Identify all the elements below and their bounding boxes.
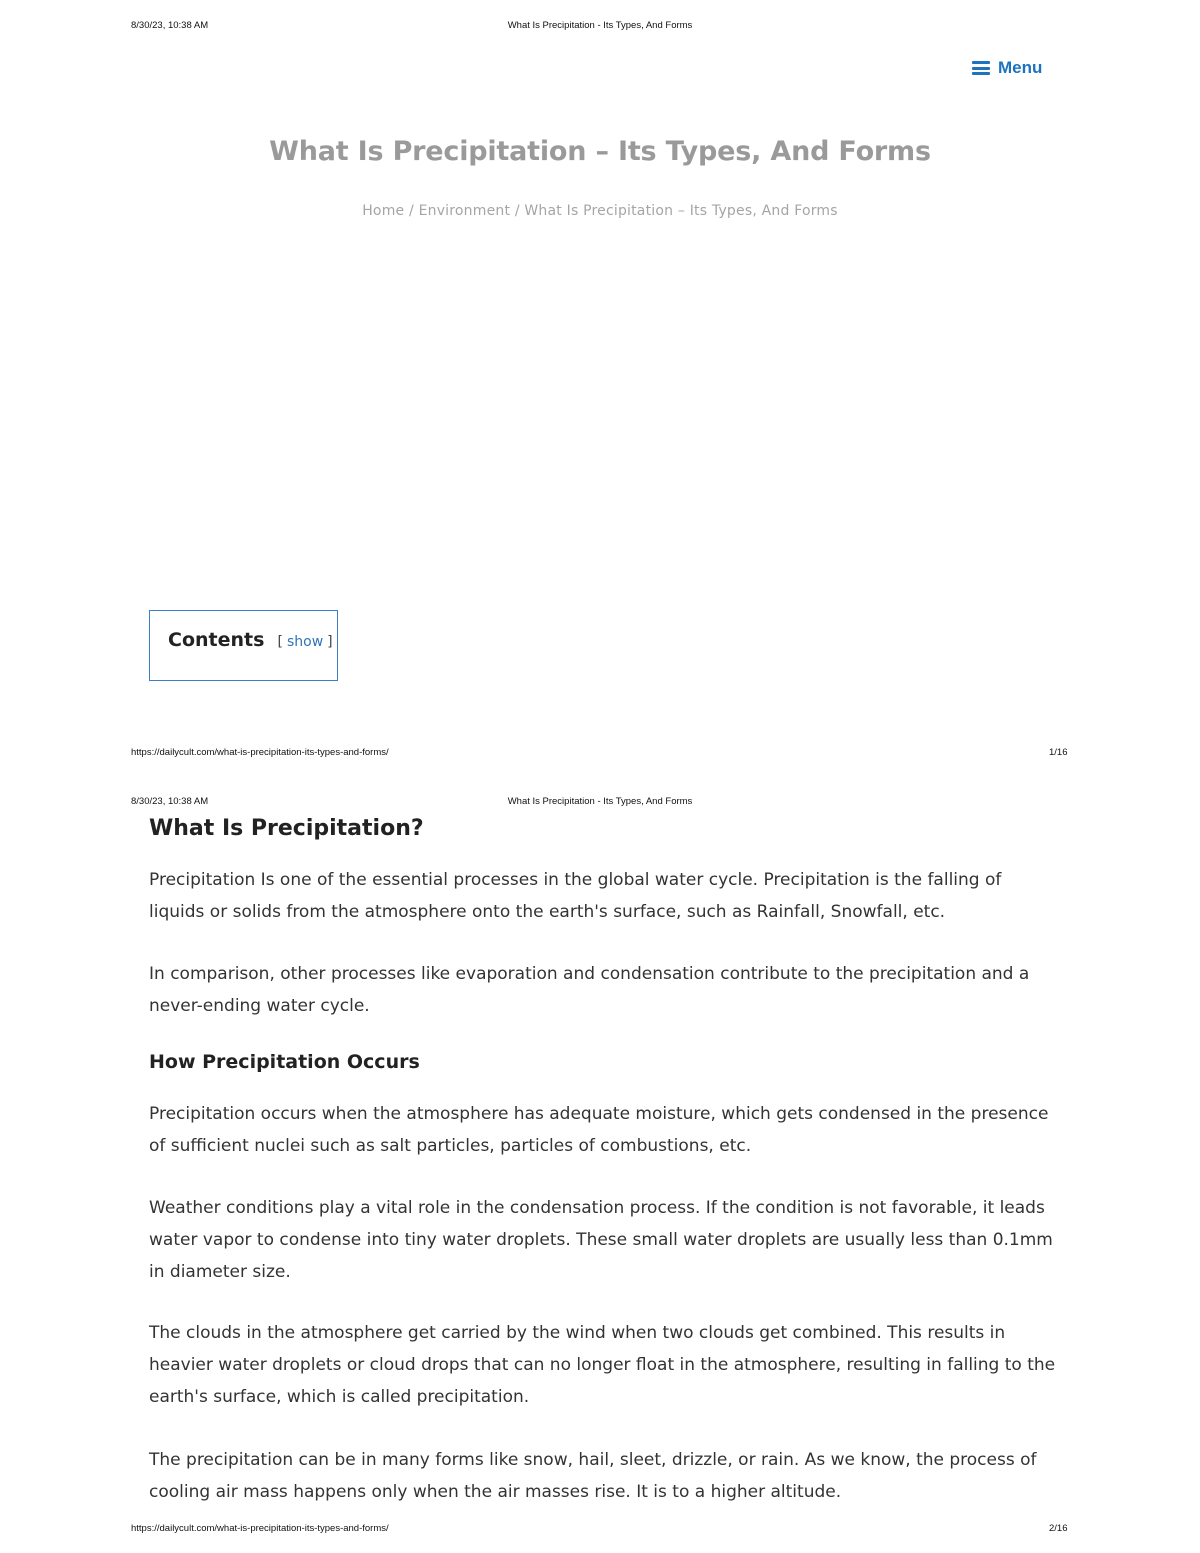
breadcrumb-current: What Is Precipitation – Its Types, And Forms [524, 203, 838, 219]
section-heading-what-is-precipitation: What Is Precipitation? [149, 816, 424, 841]
print-doc-title: What Is Precipitation - Its Types, And Forms [507, 796, 693, 807]
table-of-contents [149, 610, 338, 681]
paragraph: Weather conditions play a vital role in the condensation process. If the condition is not favorable, it leads water vapor to condense into tiny water droplets. These small water droplets are usually less than 0.1mm in diameter size. [149, 1198, 1053, 1282]
toc-bracket-open: [ [277, 634, 283, 650]
menu-button[interactable] [972, 58, 1042, 78]
print-date: 8/30/23, 10:38 AM [131, 20, 209, 31]
breadcrumb-separator: / [404, 203, 419, 219]
paragraph: Precipitation Is one of the essential processes in the global water cycle. Precipitation is the falling of liquids or solids from the atmosphere onto the earth's surface, such as Rainfall, Snowfall, etc. [149, 870, 1002, 922]
page-title: What Is Precipitation – Its Types, And Forms [269, 136, 931, 167]
paragraph: The clouds in the atmosphere get carried by the wind when two clouds get combined. This results in heavier water droplets or cloud drops that can no longer float in the atmosphere, resulting in falling to the earth's surface, which is called precipitation. [149, 1323, 1056, 1407]
toc-title: Contents [168, 629, 265, 651]
toc-bracket-close: ] [327, 634, 333, 650]
section-heading-how-precipitation-occurs: How Precipitation Occurs [149, 1051, 420, 1073]
breadcrumb-home[interactable]: Home [362, 203, 405, 219]
hamburger-icon [972, 61, 990, 75]
breadcrumb-separator: / [510, 203, 525, 219]
print-doc-title: What Is Precipitation - Its Types, And Forms [507, 20, 693, 31]
print-url: https://dailycult.com/what-is-precipitation-its-types-and-forms/ [131, 1523, 389, 1534]
menu-label: Menu [998, 58, 1043, 77]
print-url: https://dailycult.com/what-is-precipitation-its-types-and-forms/ [131, 747, 389, 758]
paragraph: The precipitation can be in many forms like snow, hail, sleet, drizzle, or rain. As we know, the process of cooling air mass happens only when the air masses rise. It is to a higher altitude. [149, 1450, 1037, 1502]
toc-show-toggle[interactable]: show [286, 634, 324, 650]
paragraph: Precipitation occurs when the atmosphere has adequate moisture, which gets condensed in the presence of sufficient nuclei such as salt particles, particles of combustions, etc. [149, 1104, 1049, 1156]
print-date: 8/30/23, 10:38 AM [131, 796, 209, 807]
breadcrumb [0, 203, 1200, 219]
paragraph: In comparison, other processes like evaporation and condensation contribute to the precipitation and a never-ending water cycle. [149, 964, 1030, 1016]
breadcrumb-environment[interactable]: Environment [418, 203, 511, 219]
page-number: 2/16 [1049, 1523, 1068, 1534]
page-number: 1/16 [1049, 747, 1068, 758]
